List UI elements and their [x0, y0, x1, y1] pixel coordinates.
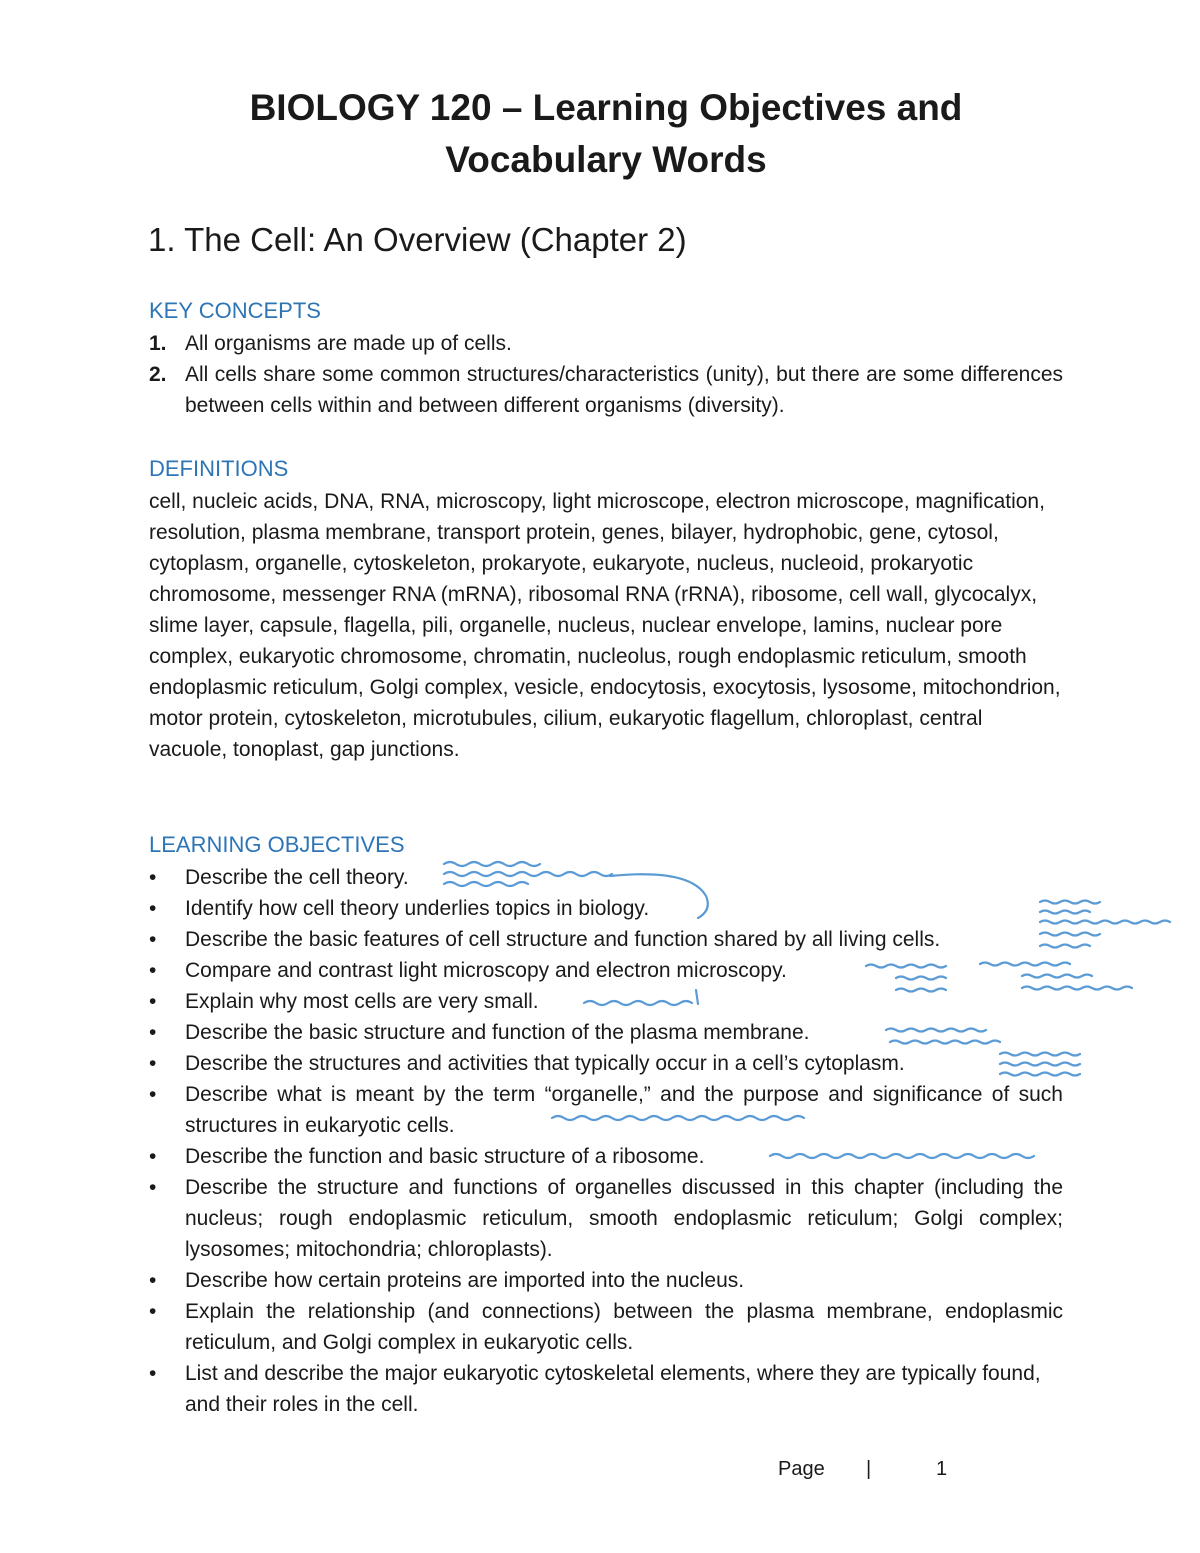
document-title	[150, 82, 1062, 186]
bullet-icon: •	[149, 897, 157, 920]
objective-text: Describe the basic features of cell structure and function shared by all living cells.	[185, 928, 941, 951]
objective-item	[149, 1265, 1063, 1296]
objective-text: Compare and contrast light microscopy and electron microscopy.	[185, 959, 787, 982]
bullet-icon: •	[149, 1176, 157, 1199]
chapter-heading: 1. The Cell: An Overview (Chapter 2)	[148, 221, 687, 258]
list-number: 1.	[149, 332, 167, 355]
objective-item	[149, 1296, 1063, 1358]
list-item-text: All organisms are made up of cells.	[185, 332, 512, 355]
learning-objectives-list	[149, 862, 1063, 1420]
objective-text: Identify how cell theory underlies topics in biology.	[185, 897, 650, 920]
definitions-heading: DEFINITIONS	[149, 456, 289, 481]
footer-page-number: 1	[936, 1458, 948, 1480]
objective-item	[149, 1172, 1063, 1265]
objective-text: List and describe the major eukaryotic cytoskeletal elements, where they are typically found, and their roles in the cell.	[185, 1362, 1041, 1416]
bullet-icon: •	[149, 959, 157, 982]
bullet-icon: •	[149, 866, 157, 889]
key-concepts-heading: KEY CONCEPTS	[149, 298, 321, 323]
title-line-1: BIOLOGY 120 – Learning Objectives and	[249, 87, 963, 128]
list-item-text: All cells share some common structures/characteristics (unity), but there are some differences between cells within and between different organisms (diversity).	[185, 363, 1063, 417]
bullet-icon: •	[149, 1083, 157, 1106]
footer-separator: |	[866, 1458, 872, 1480]
objective-item	[149, 924, 1063, 955]
title-line-2: Vocabulary Words	[445, 139, 767, 180]
objective-text: Explain why most cells are very small.	[185, 990, 539, 1013]
objective-text: Describe the cell theory.	[185, 866, 409, 889]
list-item	[149, 328, 1063, 359]
objective-text: Describe how certain proteins are imported into the nucleus.	[185, 1269, 745, 1292]
bullet-icon: •	[149, 1300, 157, 1323]
objective-item	[149, 1141, 1063, 1172]
bullet-icon: •	[149, 990, 157, 1013]
list-item	[149, 359, 1063, 421]
objective-item	[149, 1079, 1063, 1141]
learning-objectives-heading: LEARNING OBJECTIVES	[149, 832, 405, 857]
bullet-icon: •	[149, 1362, 157, 1385]
objective-item	[149, 862, 1063, 893]
objective-text: Describe the basic structure and function of the plasma membrane.	[185, 1021, 810, 1044]
bullet-icon: •	[149, 1021, 157, 1044]
objective-item	[149, 986, 1063, 1017]
definitions-text: cell, nucleic acids, DNA, RNA, microscopy, light microscope, electron microscope, magnification, resolution, plasma membrane, transport protein, genes, bilayer, hydrophobic, gene, cytosol, cytoplasm, organelle, cytoskeleton, prokaryote, eukaryote, nucleus, nucleoid, prokaryotic chromosome, messenger RNA (mRNA), ribosomal RNA (rRNA), ribosome, cell wall, glycocalyx, slime layer, capsule, flagella, pili, organelle, nucleus, nuclear envelope, lamins, nuclear pore complex, eukaryotic chromosome, chromatin, nucleolus, rough endoplasmic reticulum, smooth endoplasmic reticulum, Golgi complex, vesicle, endocytosis, exocytosis, lysosome, mitochondrion, motor protein, cytoskeleton, microtubules, cilium, eukaryotic flagellum, chloroplast, central vacuole, tonoplast, gap junctions.	[149, 490, 1061, 761]
objective-text: Describe the function and basic structure of a ribosome.	[185, 1145, 705, 1168]
list-number: 2.	[149, 363, 167, 386]
objective-item	[149, 1017, 1063, 1048]
objective-item	[149, 1358, 1063, 1420]
bullet-icon: •	[149, 1145, 157, 1168]
objective-text: Describe the structures and activities that typically occur in a cell’s cytoplasm.	[185, 1052, 905, 1075]
objective-text: Explain the relationship (and connections) between the plasma membrane, endoplasmic reticulum, and Golgi complex in eukaryotic cells.	[185, 1300, 1063, 1354]
objective-item	[149, 893, 1063, 924]
bullet-icon: •	[149, 1052, 157, 1075]
objective-item	[149, 955, 1063, 986]
bullet-icon: •	[149, 928, 157, 951]
objective-text: Describe what is meant by the term “organelle,” and the purpose and significance of such structures in eukaryotic cells.	[185, 1083, 1063, 1137]
footer-page-label: Page	[778, 1458, 825, 1480]
objective-item	[149, 1048, 1063, 1079]
key-concepts-list	[149, 328, 1063, 421]
bullet-icon: •	[149, 1269, 157, 1292]
objective-text: Describe the structure and functions of organelles discussed in this chapter (including the nucleus; rough endoplasmic reticulum, smooth endoplasmic reticulum; Golgi complex; lysosomes; mitochondria; chloroplasts).	[185, 1176, 1063, 1261]
